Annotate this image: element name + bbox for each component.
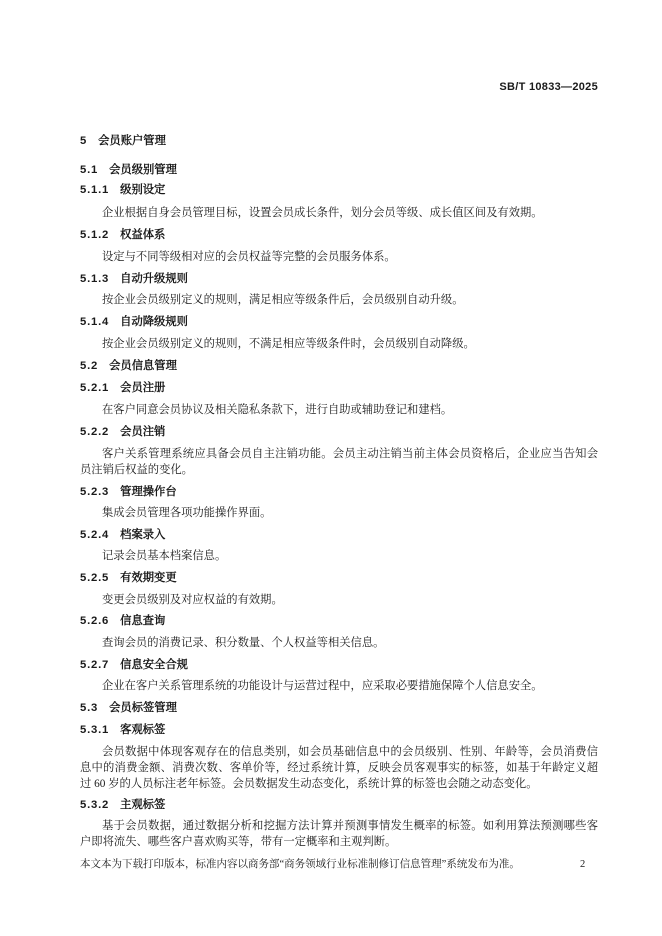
clause-number: 5.2.5 [80, 572, 110, 584]
clause-text-line: 户即将流失、哪些客户喜欢购买等，带有一定概率和主观判断。 [80, 836, 397, 848]
clause-title: 主观标签 [120, 799, 166, 811]
clause-text: 查询会员的消费记录、积分数量、个人权益等相关信息。 [102, 637, 385, 649]
section-title: 会员标签管理 [109, 702, 177, 714]
clause-number: 5.1.2 [80, 229, 110, 241]
clause-number: 5.2.2 [80, 426, 110, 438]
clause-number: 5.2.4 [80, 529, 110, 541]
clause-heading-5-3-1 [80, 722, 165, 738]
section-number: 5.3 [80, 702, 99, 714]
clause-text-line: 过 60 岁的人员标注老年标签。会员数据发生动态变化，系统计算的标签也会随之动态变化。 [80, 778, 538, 790]
section-heading-5-1 [80, 162, 177, 178]
clause-text-line: 基于会员数据，通过数据分析和挖掘方法计算并预测事情发生概率的标签。如利用算法预测哪些客 [102, 820, 598, 832]
clause-title: 自动升级规则 [120, 273, 188, 285]
clause-number: 5.2.1 [80, 382, 110, 394]
clause-title: 管理操作台 [120, 486, 177, 498]
clause-heading-5-2-3 [80, 484, 177, 500]
section-title: 会员级别管理 [109, 164, 177, 176]
clause-title: 自动降级规则 [120, 316, 188, 328]
section-heading-5-2 [80, 358, 177, 374]
clause-heading-5-2-6 [80, 613, 165, 629]
clause-number: 5.2.6 [80, 615, 110, 627]
clause-title: 档案录入 [120, 529, 166, 541]
footer-note: 本文本为下载打印版本，标准内容以商务部“商务领域行业标准制修订信息管理”系统发布为准。 [80, 859, 520, 870]
clause-heading-5-2-2 [80, 424, 165, 440]
clause-text: 记录会员基本档案信息。 [102, 550, 227, 562]
clause-number: 5.2.7 [80, 659, 110, 671]
clause-heading-5-2-5 [80, 570, 177, 586]
clause-text-line: 员注销后权益的变化。 [80, 464, 193, 476]
clause-title: 有效期变更 [120, 572, 177, 584]
clause-text: 设定与不同等级相对应的会员权益等完整的会员服务体系。 [102, 251, 396, 263]
clause-heading-5-2-4 [80, 527, 165, 543]
section-title: 会员信息管理 [109, 360, 177, 372]
section-number: 5.2 [80, 360, 99, 372]
clause-text: 按企业会员级别定义的规则，满足相应等级条件后，会员级别自动升级。 [102, 294, 464, 306]
clause-title: 权益体系 [120, 229, 166, 241]
clause-number: 5.1.1 [80, 184, 110, 196]
clause-number: 5.1.3 [80, 273, 110, 285]
clause-heading-5-1-3 [80, 271, 188, 287]
clause-text-line: 会员数据中体现客观存在的信息类别，如会员基础信息中的会员级别、性别、年龄等，会员消费信 [102, 746, 598, 758]
clause-text-line: 客户关系管理系统应具备会员自主注销功能。会员主动注销当前主体会员资格后，企业应当告知会 [102, 448, 598, 460]
clause-number: 5.3.1 [80, 724, 110, 736]
clause-heading-5-2-7 [80, 657, 188, 673]
section-title: 会员账户管理 [98, 135, 166, 147]
clause-text: 在客户同意会员协议及相关隐私条款下，进行自助或辅助登记和建档。 [102, 404, 453, 416]
document-code: SB/T 10833—2025 [499, 81, 598, 93]
section-number: 5 [80, 135, 88, 147]
clause-title: 信息安全合规 [120, 659, 188, 671]
clause-heading-5-1-4 [80, 314, 188, 330]
clause-text: 集成会员管理各项功能操作界面。 [102, 507, 272, 519]
clause-title: 信息查询 [120, 615, 166, 627]
section-number: 5.1 [80, 164, 99, 176]
clause-heading-5-3-2 [80, 797, 165, 813]
section-heading-5-3 [80, 700, 177, 716]
clause-text: 企业根据自身会员管理目标，设置会员成长条件，划分会员等级、成长值区间及有效期。 [102, 207, 543, 219]
clause-title: 客观标签 [120, 724, 166, 736]
clause-number: 5.3.2 [80, 799, 110, 811]
clause-text-line: 息中的消费金额、消费次数、客单价等，经过系统计算，反映会员客观事实的标签，如基于年龄定义超 [80, 762, 598, 774]
clause-text: 变更会员级别及对应权益的有效期。 [102, 594, 283, 606]
section-heading-5 [80, 133, 166, 149]
clause-heading-5-1-1 [80, 182, 165, 198]
page-number: 2 [580, 859, 586, 870]
clause-title: 级别设定 [120, 184, 166, 196]
clause-text: 企业在客户关系管理系统的功能设计与运营过程中，应采取必要措施保障个人信息安全。 [102, 680, 543, 692]
clause-heading-5-1-2 [80, 227, 165, 243]
clause-title: 会员注销 [120, 426, 166, 438]
clause-number: 5.1.4 [80, 316, 110, 328]
clause-heading-5-2-1 [80, 380, 165, 396]
clause-title: 会员注册 [120, 382, 166, 394]
clause-number: 5.2.3 [80, 486, 110, 498]
clause-text: 按企业会员级别定义的规则，不满足相应等级条件时，会员级别自动降级。 [102, 338, 475, 350]
